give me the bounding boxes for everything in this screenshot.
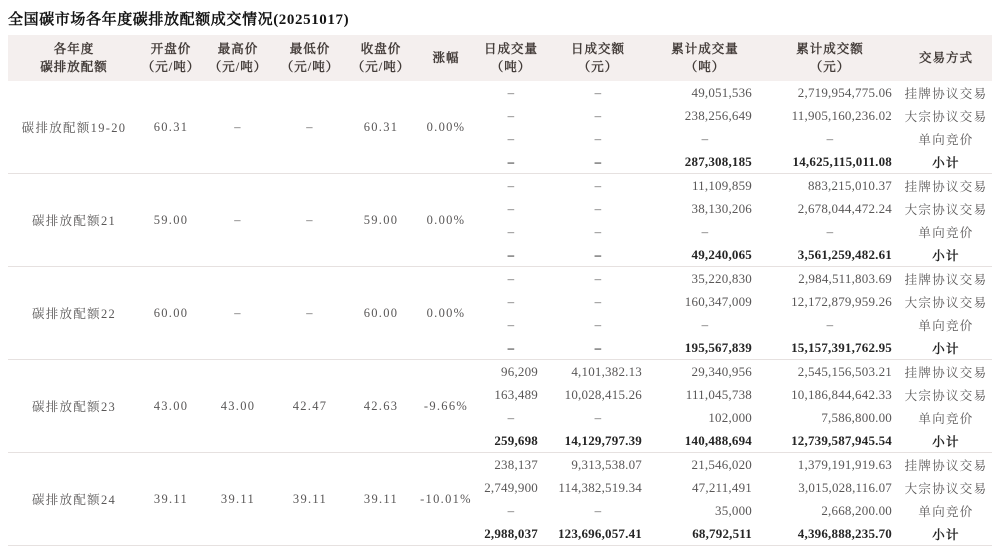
cell-low: 39.11	[292, 491, 328, 506]
cell-daily_amount: –	[594, 339, 602, 355]
cell-method: 小计	[932, 155, 960, 170]
cell-cum_volume: 111,045,738	[685, 386, 752, 402]
col-header-daily_volume: 日成交量 （吨）	[476, 35, 546, 81]
cell-method: 小计	[932, 341, 960, 356]
cell-name: 碳排放配额22	[31, 307, 117, 321]
cell-cum_volume: –	[701, 223, 709, 239]
cell-daily_volume: –	[507, 84, 515, 100]
cell-daily_amount: –	[594, 316, 602, 332]
cell-low: –	[306, 119, 314, 134]
cell-method: 挂牌协议交易	[904, 272, 988, 287]
cell-cum_amount: 3,015,028,116.07	[798, 479, 892, 495]
cell-cum_amount: 15,157,391,762.95	[791, 339, 892, 355]
cell-daily_volume: –	[507, 339, 515, 355]
quota-group	[8, 174, 992, 267]
cell-daily_volume: –	[507, 316, 515, 332]
cell-daily_amount: –	[594, 107, 602, 123]
quota-group	[8, 81, 992, 174]
cell-cum_volume: 102,000	[708, 409, 752, 425]
col-header-close: 收盘价 （元/吨）	[346, 35, 416, 81]
cell-cum_volume: –	[701, 130, 709, 146]
cell-cum_volume: 287,308,185	[684, 153, 752, 169]
cell-cum_amount: 2,678,044,472.24	[797, 200, 892, 216]
cell-open: 39.11	[153, 491, 189, 506]
cell-daily_volume: –	[507, 153, 515, 169]
cell-cum_volume: 49,051,536	[691, 84, 752, 100]
cell-daily_volume: –	[507, 200, 515, 216]
cell-change: -10.01%	[420, 491, 472, 506]
cell-method: 大宗协议交易	[904, 481, 988, 496]
cell-daily_amount: –	[594, 84, 602, 100]
cell-daily_volume: –	[507, 130, 515, 146]
cell-daily_amount: 9,313,538.07	[571, 456, 642, 472]
cell-open: 60.31	[153, 119, 189, 134]
col-header-cum_amount: 累计成交额 （元）	[760, 35, 900, 81]
cell-method: 小计	[932, 434, 960, 449]
col-header-daily_amount: 日成交额 （元）	[546, 35, 650, 81]
cell-name: 碳排放配额19-20	[21, 121, 127, 135]
cell-daily_amount: –	[594, 153, 602, 169]
col-header-high: 最高价 （元/吨）	[202, 35, 274, 81]
cell-daily_volume: 163,489	[494, 386, 538, 402]
cell-method: 大宗协议交易	[904, 388, 988, 403]
cell-change: 0.00%	[426, 119, 466, 134]
cell-cum_volume: 29,340,956	[691, 363, 752, 379]
cell-method: 小计	[932, 527, 960, 542]
cell-daily_volume: 259,698	[494, 432, 538, 448]
cell-close: 60.00	[363, 305, 399, 320]
cell-daily_volume: 96,209	[501, 363, 538, 379]
cell-close: 59.00	[363, 212, 399, 227]
table-row	[8, 267, 992, 291]
table-row	[8, 81, 992, 104]
cell-method: 大宗协议交易	[904, 295, 988, 310]
cell-cum_volume: 49,240,065	[691, 246, 752, 262]
cell-daily_amount: 114,382,519.34	[558, 479, 642, 495]
cell-daily_volume: 2,988,037	[484, 525, 538, 541]
cell-cum_volume: –	[701, 316, 709, 332]
cell-daily_volume: –	[507, 107, 515, 123]
cell-cum_volume: 38,130,206	[691, 200, 752, 216]
cell-cum_volume: 195,567,839	[684, 339, 752, 355]
cell-cum_amount: 14,625,115,011.08	[792, 153, 892, 169]
cell-high: –	[234, 305, 242, 320]
table-header-row	[8, 35, 992, 81]
table-row	[8, 453, 992, 477]
cell-cum_volume: 140,488,694	[684, 432, 752, 448]
cell-method: 大宗协议交易	[904, 202, 988, 217]
cell-close: 39.11	[363, 491, 399, 506]
cell-cum_amount: 3,561,259,482.61	[797, 246, 892, 262]
cell-method: 单向竞价	[918, 132, 974, 147]
cell-daily_volume: 238,137	[494, 456, 538, 472]
cell-daily_volume: –	[507, 223, 515, 239]
quota-group	[8, 267, 992, 360]
cell-low: –	[306, 212, 314, 227]
cell-daily_amount: –	[594, 293, 602, 309]
cell-daily_volume: 2,749,900	[484, 479, 538, 495]
col-header-cum_volume: 累计成交量 （吨）	[650, 35, 760, 81]
cell-cum_amount: 2,984,511,803.69	[798, 270, 892, 286]
cell-daily_amount: –	[594, 130, 602, 146]
cell-cum_volume: 68,792,511	[692, 525, 752, 541]
cell-daily_amount: –	[594, 502, 602, 518]
cell-cum_amount: –	[826, 223, 834, 239]
cell-daily_volume: –	[507, 293, 515, 309]
cell-high: –	[234, 119, 242, 134]
cell-method: 挂牌协议交易	[904, 179, 988, 194]
cell-daily_amount: –	[594, 246, 602, 262]
cell-cum_amount: 1,379,191,919.63	[797, 456, 892, 472]
col-header-method: 交易方式	[900, 35, 992, 81]
table-row	[8, 360, 992, 384]
cell-daily_volume: –	[507, 177, 515, 193]
cell-cum_volume: 35,220,830	[691, 270, 752, 286]
cell-cum_amount: 2,719,954,775.06	[797, 84, 892, 100]
cell-cum_amount: 7,586,800.00	[821, 409, 892, 425]
cell-method: 单向竞价	[918, 318, 974, 333]
cell-cum_amount: 10,186,844,642.33	[791, 386, 892, 402]
cell-method: 挂牌协议交易	[904, 365, 988, 380]
cell-open: 59.00	[153, 212, 189, 227]
cell-close: 60.31	[363, 119, 399, 134]
cell-daily_amount: –	[594, 409, 602, 425]
cell-cum_amount: 12,172,879,959.26	[791, 293, 892, 309]
cell-daily_amount: –	[594, 223, 602, 239]
cell-method: 小计	[932, 248, 960, 263]
cell-cum_amount: 4,396,888,235.70	[797, 525, 892, 541]
cell-daily_amount: 14,129,797.39	[564, 432, 642, 448]
col-header-low: 最低价 （元/吨）	[274, 35, 346, 81]
cell-daily_volume: –	[507, 246, 515, 262]
cell-close: 42.63	[363, 398, 399, 413]
cell-cum_amount: 2,668,200.00	[821, 502, 892, 518]
cell-cum_volume: 160,347,009	[684, 293, 752, 309]
cell-name: 碳排放配额23	[31, 400, 117, 414]
cell-daily_amount: –	[594, 200, 602, 216]
cell-method: 挂牌协议交易	[904, 86, 988, 101]
cell-high: 43.00	[220, 398, 256, 413]
cell-daily_volume: –	[507, 270, 515, 286]
cell-high: 39.11	[220, 491, 256, 506]
cell-name: 碳排放配额21	[31, 214, 117, 228]
cell-cum_amount: 883,215,010.37	[807, 177, 892, 193]
cell-cum_volume: 11,109,859	[691, 177, 752, 193]
cell-change: -9.66%	[423, 398, 469, 413]
col-header-name: 各年度 碳排放配额	[8, 35, 140, 81]
cell-daily_amount: –	[594, 270, 602, 286]
cell-low: –	[306, 305, 314, 320]
quota-table	[8, 35, 992, 546]
quota-group	[8, 453, 992, 546]
cell-daily_amount: –	[594, 177, 602, 193]
cell-cum_volume: 35,000	[715, 502, 752, 518]
cell-method: 挂牌协议交易	[904, 458, 988, 473]
cell-cum_amount: –	[826, 316, 834, 332]
cell-cum_volume: 21,546,020	[691, 456, 752, 472]
cell-open: 60.00	[153, 305, 189, 320]
cell-daily_volume: –	[507, 409, 515, 425]
cell-name: 碳排放配额24	[31, 493, 117, 507]
cell-daily_amount: 123,696,057.41	[557, 525, 642, 541]
cell-cum_amount: –	[826, 130, 834, 146]
col-header-open: 开盘价 （元/吨）	[140, 35, 202, 81]
cell-change: 0.00%	[426, 212, 466, 227]
cell-daily_volume: –	[507, 502, 515, 518]
cell-change: 0.00%	[426, 305, 466, 320]
cell-cum_volume: 47,211,491	[691, 479, 752, 495]
cell-cum_amount: 11,905,160,236.02	[791, 107, 892, 123]
cell-daily_amount: 10,028,415.26	[564, 386, 642, 402]
cell-cum_volume: 238,256,649	[684, 107, 752, 123]
cell-cum_amount: 2,545,156,503.21	[797, 363, 892, 379]
quota-group	[8, 360, 992, 453]
cell-method: 大宗协议交易	[904, 109, 988, 124]
cell-method: 单向竞价	[918, 225, 974, 240]
cell-low: 42.47	[292, 398, 328, 413]
cell-daily_amount: 4,101,382.13	[571, 363, 642, 379]
cell-high: –	[234, 212, 242, 227]
cell-method: 单向竞价	[918, 411, 974, 426]
col-header-change: 涨幅	[416, 35, 476, 81]
cell-cum_amount: 12,739,587,945.54	[791, 432, 892, 448]
page-title: 全国碳市场各年度碳排放配额成交情况(20251017)	[8, 12, 350, 28]
table-row	[8, 174, 992, 198]
cell-method: 单向竞价	[918, 504, 974, 519]
cell-open: 43.00	[153, 398, 189, 413]
